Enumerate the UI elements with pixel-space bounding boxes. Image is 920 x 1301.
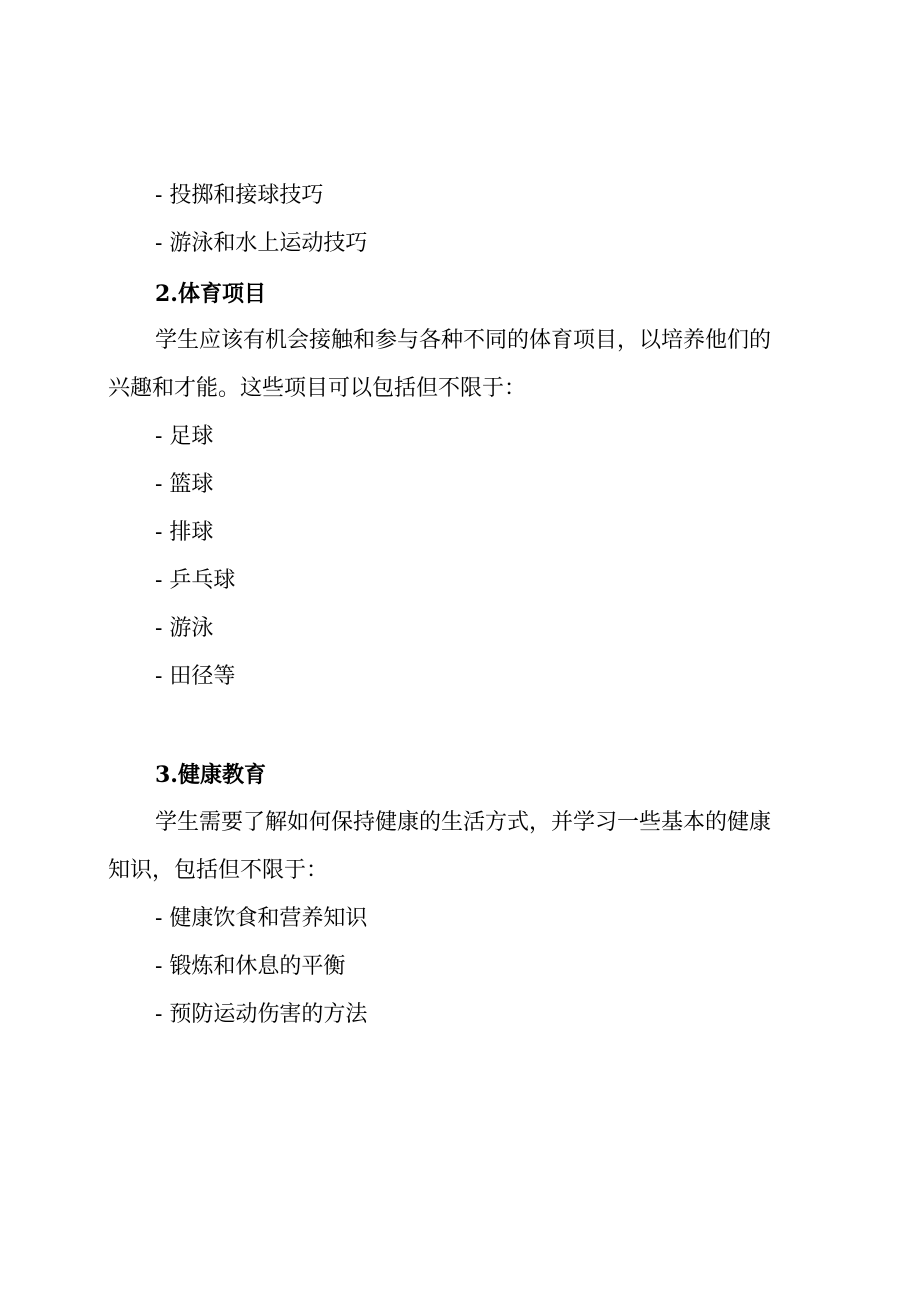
list-item: - 排球 (155, 520, 214, 545)
list-item: - 乒乓球 (155, 568, 236, 593)
section-heading: 2.体育项目 (155, 281, 266, 307)
paragraph-line: 学生需要了解如何保持健康的生活方式，并学习一些基本的健康 (155, 810, 772, 835)
list-item: - 预防运动伤害的方法 (155, 1002, 368, 1027)
list-item: - 游泳和水上运动技巧 (155, 231, 368, 256)
list-item: - 健康饮食和营养知识 (155, 906, 368, 931)
list-item: - 足球 (155, 424, 214, 449)
list-item: - 投掷和接球技巧 (155, 183, 324, 208)
paragraph-line: 知识，包括但不限于： (108, 858, 329, 883)
list-item: - 游泳 (155, 616, 214, 641)
paragraph-line: 学生应该有机会接触和参与各种不同的体育项目，以培养他们的 (155, 328, 772, 353)
section-heading: 3.健康教育 (155, 762, 266, 788)
paragraph-line: 兴趣和才能。这些项目可以包括但不限于： (108, 376, 527, 401)
list-item: - 田径等 (155, 664, 236, 689)
list-item: - 篮球 (155, 472, 214, 497)
list-item: - 锻炼和休息的平衡 (155, 954, 346, 979)
